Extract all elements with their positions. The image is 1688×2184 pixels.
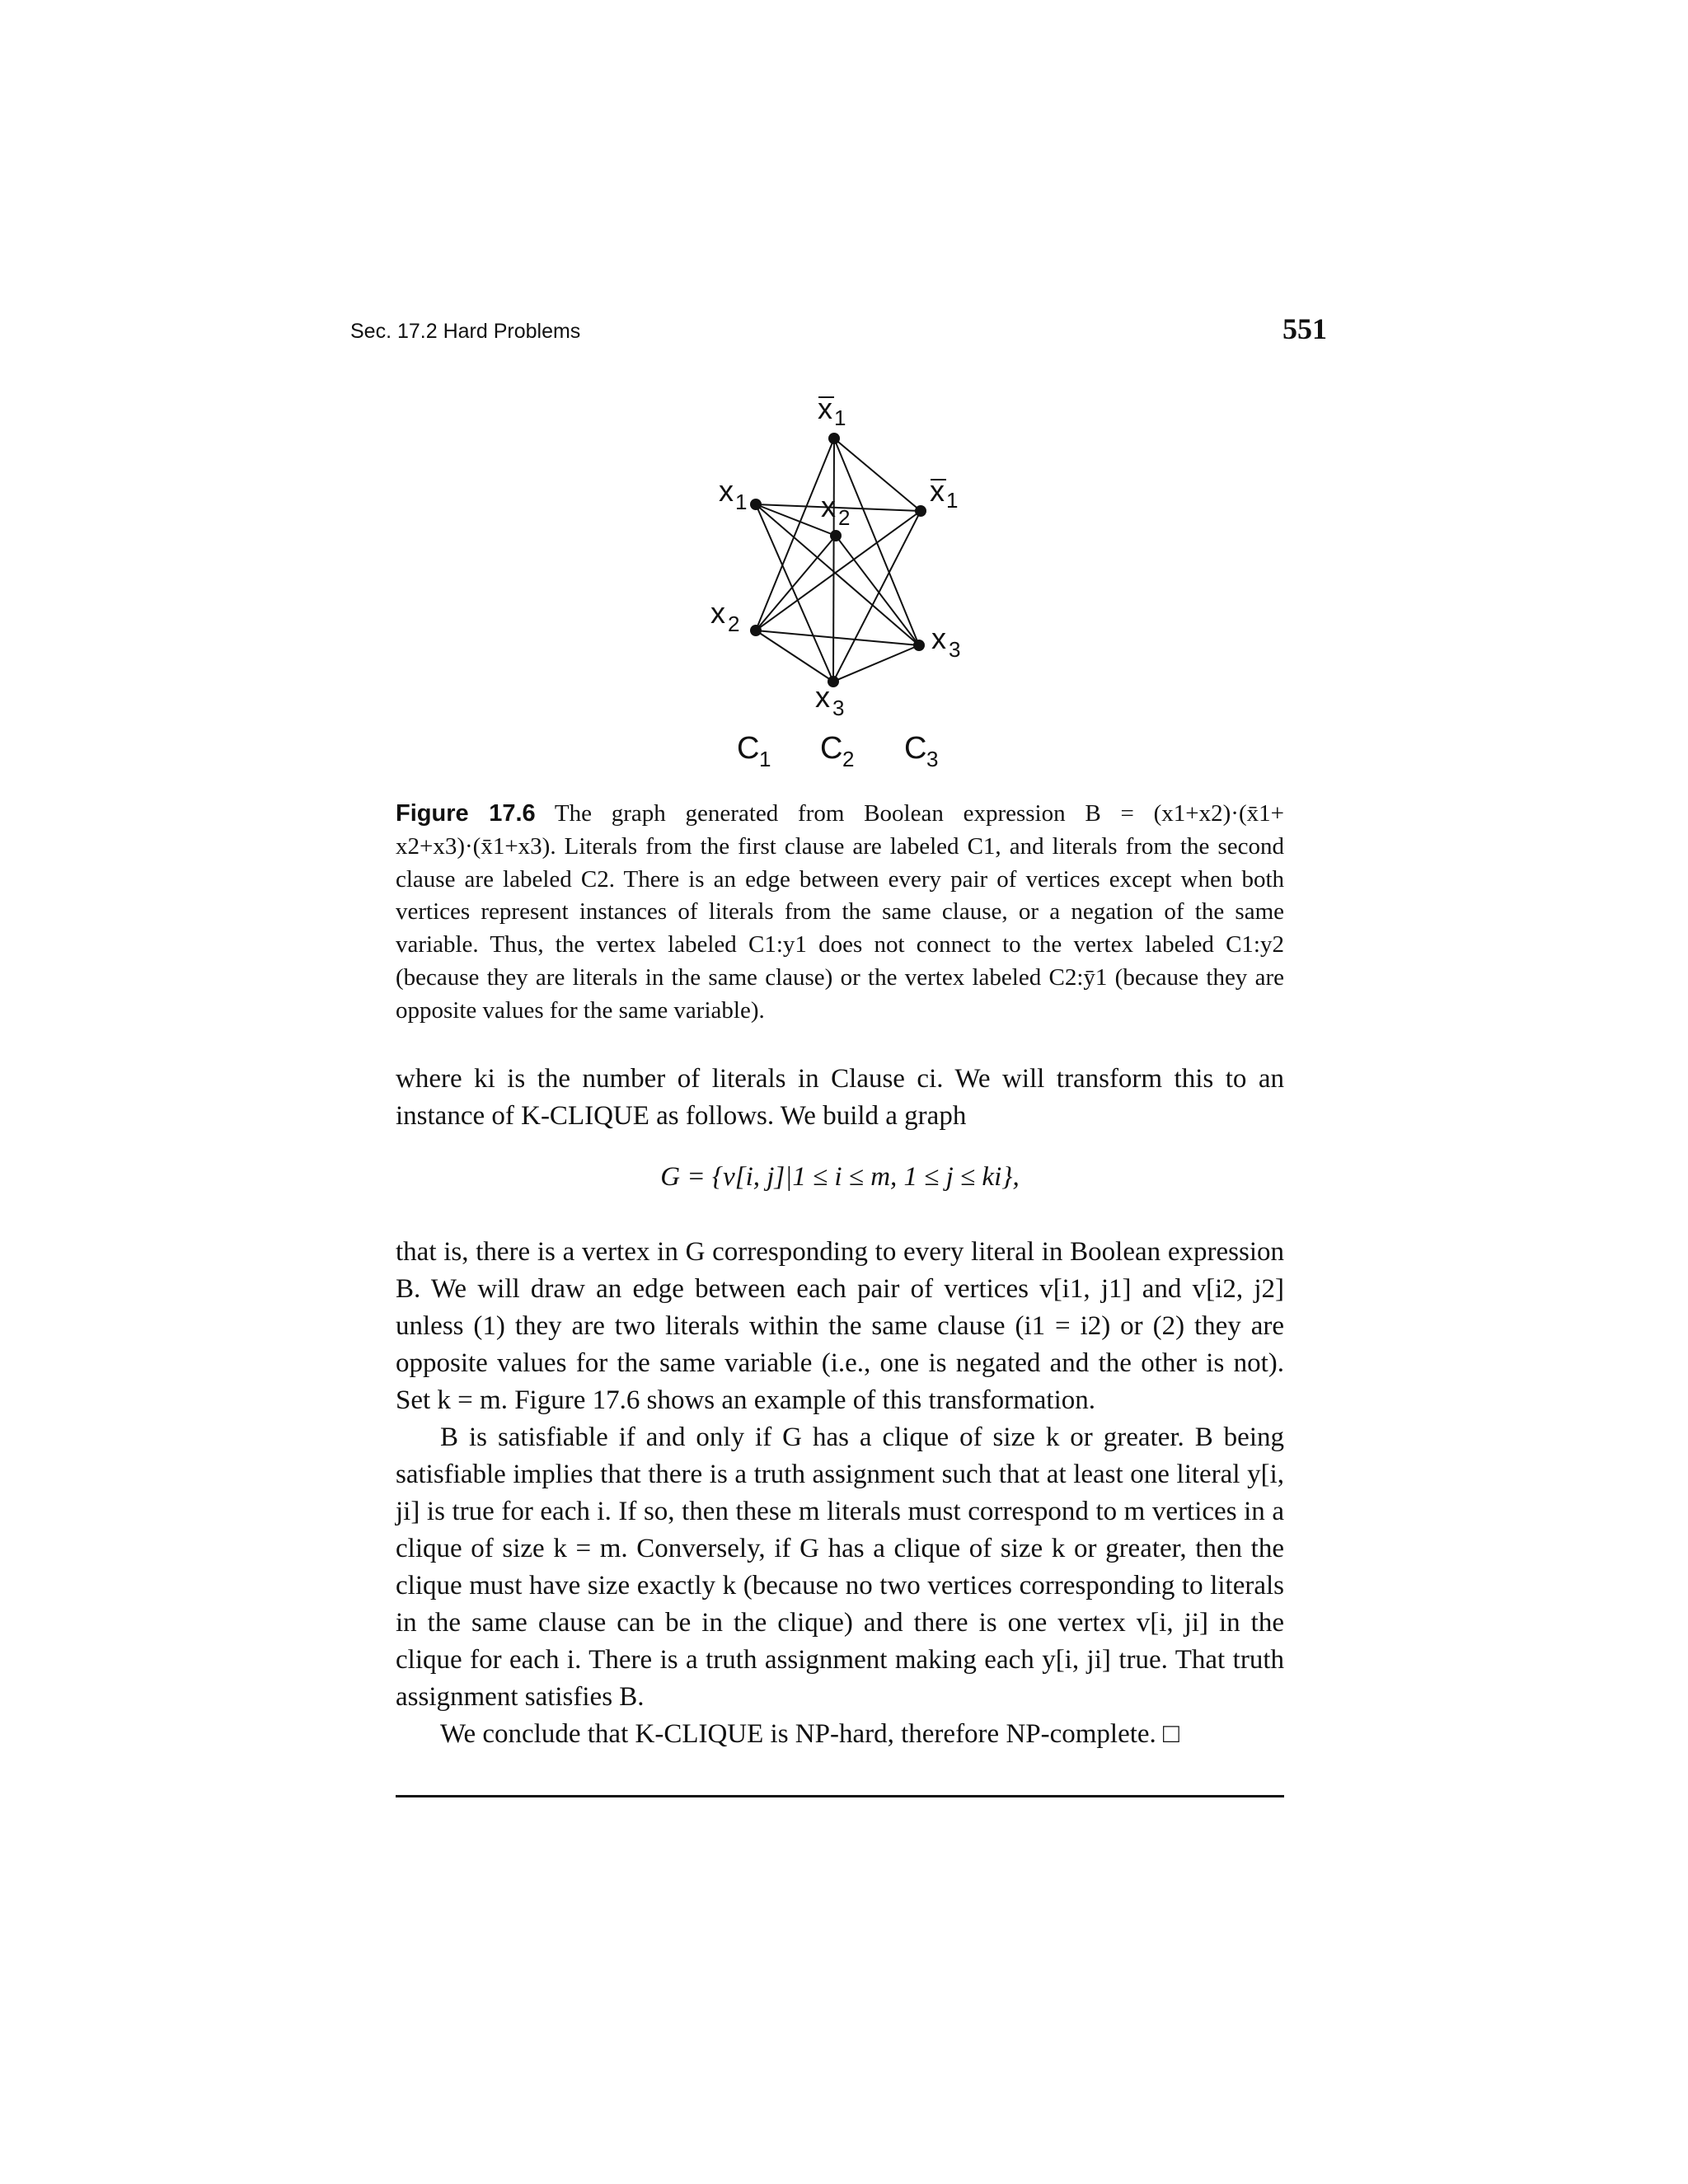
svg-text:C: C [737, 731, 760, 766]
vertex-label-right-top [930, 474, 958, 513]
vertex-label-center [821, 490, 850, 530]
paragraph-2: that is, there is a vertex in G corresponding to every literal in Boolean expression B. We will draw an edge between each pair of vertices v[i1, j1] and v[i2, j2] unless (1) they are two literals within the same clause (i1 = i2) or (2) they are opposite values for the same variable (i.e., one is negated and the other is not). Set k = m. Figure 17.6 shows an example of this transformation. [396, 1237, 1284, 1415]
svg-text:x: x [719, 474, 734, 508]
clause-label-c3 [904, 731, 938, 771]
clause-label-c1 [737, 731, 771, 771]
svg-text:x: x [821, 490, 836, 523]
page-number: 551 [1282, 312, 1327, 345]
graph-edge [833, 438, 834, 682]
svg-text:x: x [818, 391, 832, 425]
graph-vertex [830, 530, 842, 541]
svg-text:1: 1 [735, 490, 748, 514]
paragraph-1: where ki is the number of literals in Clause ci. We will transform this to an instance of K-CLIQUE as follows. We build a graph [396, 1064, 1284, 1131]
end-rule [396, 1795, 1284, 1797]
svg-text:3: 3 [949, 637, 961, 662]
figure-caption [396, 798, 1284, 1028]
clause-label-c2 [820, 731, 854, 771]
svg-text:1: 1 [946, 488, 959, 513]
graph-vertex [750, 499, 762, 510]
vertex-label-left-bottom [710, 596, 739, 636]
paragraph-4: We conclude that K-CLIQUE is NP-hard, therefore NP-complete. □ [440, 1719, 1179, 1749]
graph-edge [834, 438, 921, 511]
graph-edge [756, 536, 836, 630]
graph-edge [756, 504, 919, 645]
graph-vertex [828, 433, 840, 444]
graph-edge [756, 630, 919, 645]
clique-graph-figure [692, 383, 1006, 787]
body-paragraphs [396, 1234, 1284, 1753]
graph-vertices [750, 433, 926, 687]
svg-text:C: C [820, 731, 843, 766]
vertex-label-right-bottom [931, 621, 960, 662]
svg-text:x: x [930, 474, 945, 508]
figure-label: Figure 17.6 [396, 800, 536, 827]
paragraph-3: B is satisfiable if and only if G has a clique of size k or greater. B being satisfiable implies that there is a truth assignment such that at least one literal y[i, ji] is true for each i. If so, then these m literals must correspond to m vertices in a clique of size k = m. Conversely, if G has a clique of size k or greater, then the clique must have size exactly k (because no two vertices corresponding to literals in the same clause can be in the clique) and there is one vertex v[i, ji] in the clique for each i. There is a truth assignment making each y[i, ji] true. That truth assignment satisfies B. [396, 1422, 1284, 1712]
graph-vertex [750, 625, 762, 636]
svg-text:C: C [904, 731, 927, 766]
vertex-label-left-top [719, 474, 747, 514]
svg-text:x: x [710, 596, 725, 630]
svg-text:1: 1 [759, 747, 771, 771]
graph-vertex [913, 640, 925, 651]
graph-vertex [915, 505, 926, 517]
vertex-label-top [818, 391, 846, 430]
svg-text:2: 2 [728, 612, 740, 636]
svg-text:1: 1 [834, 405, 846, 430]
graph-edge [834, 438, 919, 645]
svg-text:3: 3 [832, 696, 845, 720]
running-head: Sec. 17.2 Hard Problems [350, 320, 581, 343]
vertex-label-bottom [815, 680, 844, 720]
graph-edge [833, 645, 919, 682]
graph-edge [836, 536, 919, 645]
figure-caption-text: The graph generated from Boolean expression B = (x1+x2)·(x̄1+ x2+x3)·(x̄1+x3). Literals from the first clause are labeled C1, and literals from the second clause are labeled C2. There is an edge between every pair of vertices except when both vertices represent instances of literals from the same clause, or a negation of the same variable. Thus, the vertex labeled C1:y1 does not connect to the vertex labeled C1:y2 (because they are literals in the same clause) or the vertex labeled C2:ȳ1 (because they are opposite values for the same variable). [396, 800, 1284, 1024]
svg-text:2: 2 [842, 747, 855, 771]
svg-text:2: 2 [838, 505, 851, 530]
body-paragraph-1 [396, 1061, 1284, 1135]
display-equation: G = {v[i, j]|1 ≤ i ≤ m, 1 ≤ j ≤ ki}, [660, 1162, 1020, 1192]
svg-text:3: 3 [926, 747, 939, 771]
graph-edges [756, 438, 921, 682]
svg-text:x: x [815, 680, 830, 714]
svg-text:x: x [931, 621, 946, 655]
graph-edge [833, 511, 921, 682]
